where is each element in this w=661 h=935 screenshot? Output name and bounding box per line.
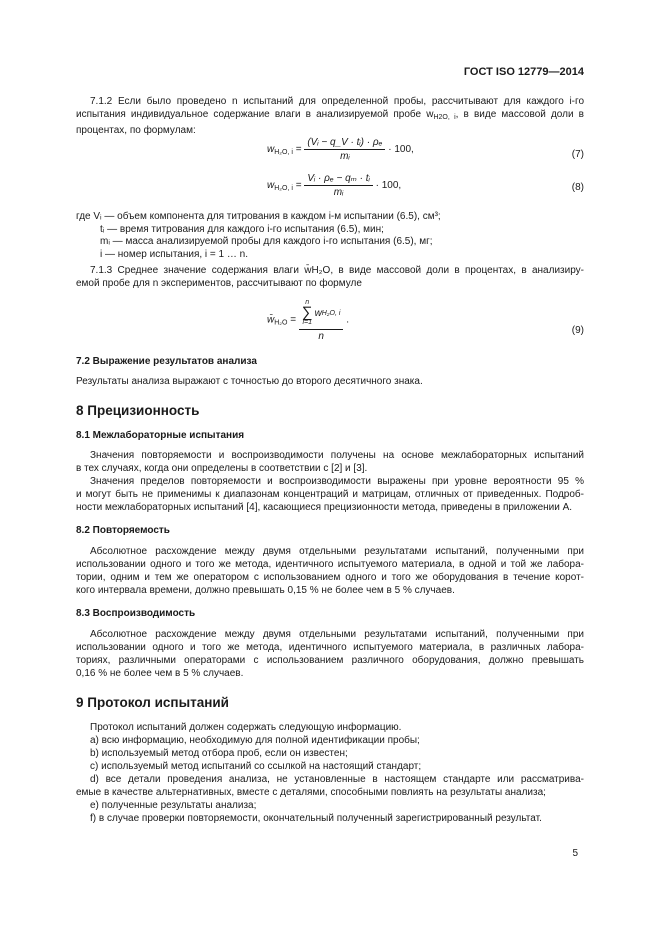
- equation-7: [267, 137, 414, 162]
- s9-intro: Протокол испытаний должен содержать следующую информацию.: [90, 722, 402, 733]
- eq9-fraction: [299, 298, 344, 342]
- eq9-lhs: w̄: [267, 314, 275, 326]
- p712-line2-sub: H2O, i: [433, 114, 456, 121]
- s83-line2: использовании одного и того же метода, идентичного испытуемого материала, в различных лабора-: [76, 642, 584, 653]
- equation-8-number: (8): [571, 182, 584, 193]
- section-7-2-title: 7.2 Выражение результатов анализа: [76, 356, 257, 367]
- eq7-lhs: w: [267, 144, 275, 156]
- s9-item-c: c) используемый метод испытаний со ссылкой на настоящий стандарт;: [90, 761, 422, 772]
- s82-line1: Абсолютное расхождение между двумя отдельными результатами испытаний, полученными при: [90, 546, 584, 557]
- s83-line3: ториях, различными операторами с использованием различного оборудования, должно превышать: [76, 655, 584, 666]
- s81-line2: в тех случаях, когда они определены в соответствии с [2] и [3].: [76, 463, 368, 474]
- s81-line3: Значения пределов повторяемости и воспроизводимости выражены при уровне вероятности 95 %: [90, 476, 584, 487]
- paragraph-7-1-3-line1: 7.1.3 Среднее значение содержания влаги w̄H₂O, в виде массовой доли в процентах, в анализиру-: [90, 265, 584, 276]
- eq8-numerator: Vᵢ · ρₑ − qₘ · tᵢ: [307, 173, 370, 184]
- eq8-equals: =: [295, 180, 302, 192]
- eq7-equals: =: [295, 144, 302, 156]
- eq9-sum-term: w: [314, 307, 322, 319]
- section-8-1-title: 8.1 Межлабораторные испытания: [76, 430, 245, 441]
- s82-line4: кого интервала времени, должно превышать 0,15 % не более чем в 5 % случаев.: [76, 585, 455, 596]
- where-line-2: tᵢ — время титрования для каждого i-го испытания (6.5), мин;: [100, 223, 384, 235]
- eq8-denominator: mᵢ: [304, 185, 373, 198]
- s9-item-d-line2: емые в качестве альтернативных, вместе с деталями, способными повлиять на результаты анализа;: [76, 787, 546, 798]
- section-8-2-title: 8.2 Повторяемость: [76, 525, 170, 536]
- section-8-3-title: 8.3 Воспроизводимость: [76, 608, 196, 619]
- where-line-4: i — номер испытания, i = 1 … n.: [100, 248, 249, 260]
- section-9-list: [76, 721, 584, 825]
- paragraph-7-1-2-line3: процентах, по формулам:: [76, 125, 196, 136]
- eq9-lhs-sub: H₂O: [274, 319, 288, 327]
- eq9-denominator: n: [299, 329, 344, 342]
- s9-item-f: f) в случае проверки повторяемости, окончательный полученный зарегистрированный результат.: [90, 813, 542, 824]
- section-9-title: 9 Протокол испытаний: [76, 695, 229, 710]
- eq7-lhs-sub: H₂O, i: [274, 149, 293, 157]
- section-7-2-text: Результаты анализа выражают с точностью до второго десятичного знака.: [76, 376, 423, 387]
- s9-item-b: b) используемый метод отбора проб, если он известен;: [90, 748, 348, 759]
- equation-9: [267, 298, 349, 342]
- p712-line2-end: , в виде массовой доли в: [455, 109, 584, 120]
- section-8-title: 8 Прецизионность: [76, 403, 200, 418]
- paragraph-7-1-2-line2: [76, 108, 584, 124]
- eq8-lhs-sub: H₂O, i: [274, 185, 293, 193]
- s82-line2: использовании одного и того же метода, идентичного испытуемого материала, в одной и той же лабора-: [76, 559, 584, 570]
- section-8-2-text: [76, 545, 584, 597]
- eq9-equals: =: [290, 314, 297, 326]
- s81-line5: ности межлабораторных испытаний [4], касающиеся прецизионности метода, приведены в приложении А.: [76, 502, 573, 513]
- eq7-denominator: mᵢ: [304, 149, 385, 162]
- eq9-tail: .: [346, 314, 349, 326]
- equation-7-number: (7): [571, 149, 584, 160]
- s81-line4: и могут быть не применимы к диапазонам концентраций и матрицам, отличных от приведенных. Подроб-: [76, 489, 584, 500]
- eq9-sum: [302, 298, 313, 328]
- eq9-numerator: [299, 298, 344, 329]
- eq8-fraction: [304, 173, 373, 198]
- document-code-header: ГОСТ ISO 12779—2014: [463, 66, 584, 78]
- eq7-numerator: (Vᵢ − q_V · tᵢ) · ρₑ: [307, 137, 383, 148]
- eq7-fraction: [304, 137, 385, 162]
- paragraph-7-1-2: [76, 95, 584, 137]
- s83-line4: 0,16 % не более чем в 5 % случаев.: [76, 668, 244, 679]
- s81-line1: Значения повторяемости и воспроизводимости получены на основе межлабораторных испытаний: [90, 450, 584, 461]
- equation-8: [267, 173, 401, 198]
- eq8-tail: · 100,: [375, 180, 402, 192]
- eq9-sum-top: n: [305, 299, 310, 306]
- s9-item-d-line1: d) все детали проведения анализа, не установленные в настоящем стандарте или рассматрива-: [90, 774, 584, 785]
- s9-item-e: e) полученные результаты анализа;: [90, 800, 257, 811]
- eq9-sum-bottom: i=1: [302, 319, 312, 326]
- s9-item-a: a) всю информацию, необходимую для полной идентификации пробы;: [90, 735, 420, 746]
- paragraph-7-1-2-line1: 7.1.2 Если было проведено n испытаний для определенной пробы, рассчитывают для каждого i-го: [90, 96, 584, 107]
- eq8-lhs: w: [267, 180, 275, 192]
- eq7-tail: · 100,: [388, 144, 414, 156]
- p712-line2-text: испытания индивидуальное содержание влаги в анализируемой пробе w: [76, 109, 434, 120]
- paragraph-7-1-3: [76, 264, 584, 290]
- equation-9-number: (9): [571, 325, 584, 336]
- s82-line3: тории, одним и тем же оператором с использованием одного и того же оборудования в течение корот-: [76, 572, 584, 583]
- where-line-3: mᵢ — масса анализируемой пробы для каждого i-го испытания (6.5), мг;: [100, 236, 433, 248]
- page-number: 5: [572, 848, 578, 859]
- s83-line1: Абсолютное расхождение между двумя отдельными результатами испытаний, полученными при: [90, 629, 584, 640]
- where-block: [76, 211, 584, 261]
- paragraph-7-1-3-line2: емой пробе для n экспериментов, рассчитывают по формуле: [76, 278, 362, 289]
- eq9-sum-term-sub: H₂O, i: [321, 309, 341, 317]
- eq9-sum-sign: ∑: [301, 304, 313, 321]
- where-line-1: где Vᵢ — объем компонента для титрования в каждом i-м испытании (6.5), см³;: [76, 211, 441, 222]
- section-8-3-text: [76, 628, 584, 680]
- section-8-1-text: [76, 449, 584, 514]
